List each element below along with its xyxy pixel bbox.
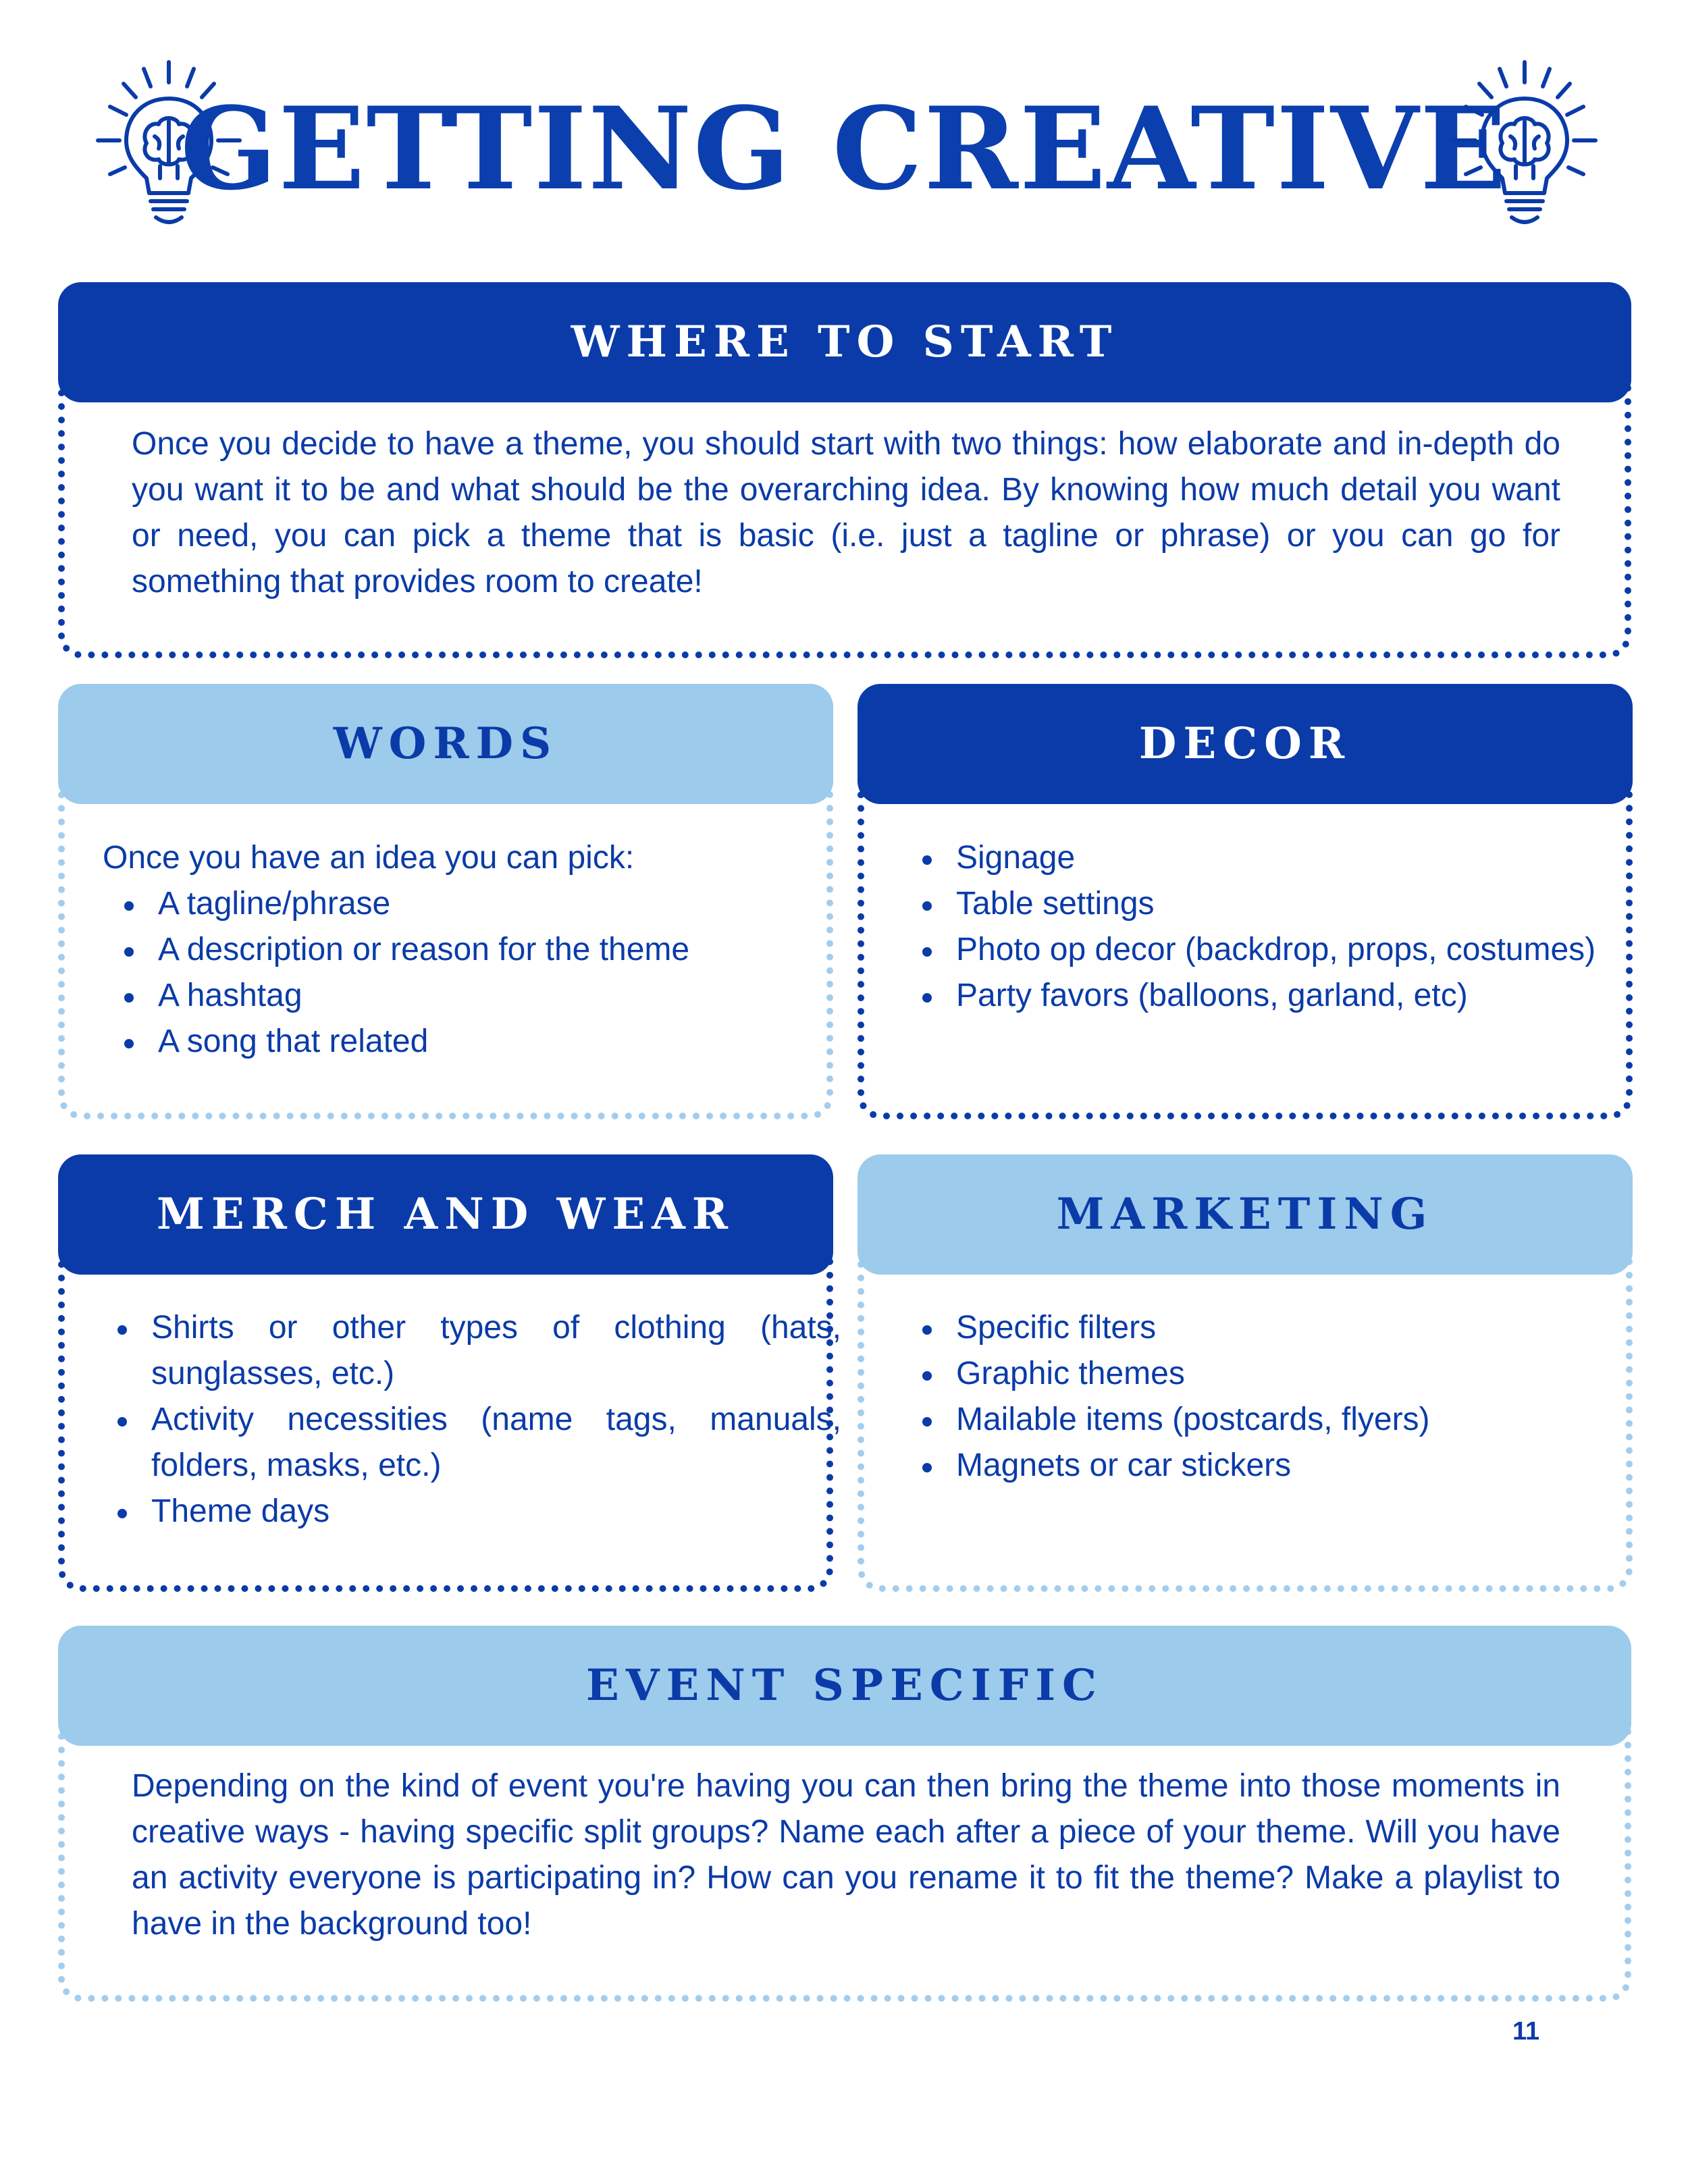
list-item: Photo op decor (backdrop, props, costumes) — [956, 927, 1645, 973]
list-item: A tagline/phrase — [158, 881, 860, 927]
marketing-list — [899, 1305, 1645, 1489]
where-to-start-body: Once you decide to have a theme, you should start with two things: how elaborate and in-depth do you want it to be and what should be the overarching idea. By knowing how much detail you want or need, you can pick a theme that is basic (i.e. just a tagline or phrase) or you can go for something that provides room to create! — [132, 426, 1560, 600]
where-to-start-header: WHERE TO START — [58, 282, 1631, 402]
words-list — [101, 881, 860, 1065]
merch-list — [95, 1305, 841, 1535]
list-item: Specific filters — [956, 1305, 1645, 1351]
decor-list — [899, 835, 1645, 1019]
words-intro: Once you have an idea you can pick: — [103, 840, 635, 876]
list-item: Mailable items (postcards, flyers) — [956, 1397, 1645, 1443]
merch-header: MERCH AND WEAR — [58, 1154, 833, 1275]
lightbulb-brain-icon — [1440, 54, 1609, 230]
list-item: Signage — [956, 835, 1645, 881]
event-specific-header: EVENT SPECIFIC — [58, 1626, 1631, 1746]
event-specific-body: Depending on the kind of event you're having you can then bring the theme into those moments in creative ways - having specific split groups? Name each after a piece of your theme. Will you have an activity everyone is participating in? How can you rename it to fit the theme? Make a playlist to have in the background too! — [132, 1768, 1560, 1942]
list-item: A hashtag — [158, 973, 860, 1019]
decor-header: DECOR — [858, 684, 1633, 804]
list-item: Graphic themes — [956, 1351, 1645, 1397]
page-title: GETTING CREATIVE — [180, 82, 1508, 215]
list-item: A song that related — [158, 1019, 860, 1065]
list-item: Party favors (balloons, garland, etc) — [956, 973, 1645, 1019]
page-number: 11 — [1512, 2017, 1540, 2046]
list-item: Magnets or car stickers — [956, 1443, 1645, 1489]
list-item: Theme days — [151, 1489, 841, 1535]
words-header: WORDS — [58, 684, 833, 804]
list-item: Shirts or other types of clothing (hats, sunglasses, etc.) — [151, 1305, 841, 1397]
list-item: Table settings — [956, 881, 1645, 927]
list-item: A description or reason for the theme — [158, 927, 860, 973]
list-item: Activity necessities (name tags, manuals, folders, masks, etc.) — [151, 1397, 841, 1489]
marketing-header: MARKETING — [858, 1154, 1633, 1275]
